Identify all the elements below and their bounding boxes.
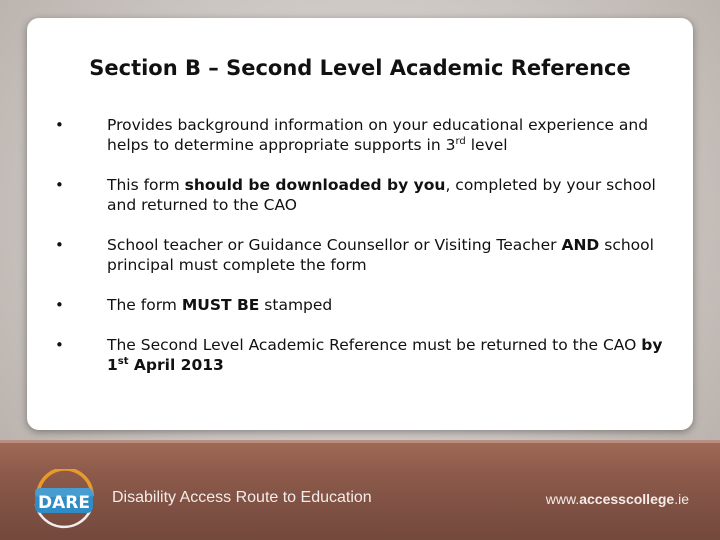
bullet-emphasis: AND [561,236,600,254]
bullet-dot: • [55,176,64,194]
bullet-dot: • [55,336,64,354]
superscript: rd [455,135,466,147]
url-suffix: .ie [674,491,689,507]
bullet-emphasis: April 2013 [128,356,224,374]
bullet-item [27,235,693,275]
bullet-list [27,115,693,395]
bullet-text: The Second Level Academic Reference must be returned to the CAO [107,336,642,354]
bullet-text: The form [107,296,182,314]
footer-url [546,491,689,507]
bullet-item [27,115,693,155]
bullet-text: level [465,136,508,154]
superscript: st [117,355,129,367]
footer-tagline: Disability Access Route to Education [112,489,372,506]
bullet-item [27,295,693,315]
bullet-dot: • [55,116,64,134]
bullet-text: Provides background information on your educational experience and helps to determine appropriate supports in 3 [107,116,649,154]
bullet-emphasis: by 1 [107,336,663,374]
url-prefix: www. [545,491,580,507]
bullet-text: , completed by your school and returned to the CAO [107,176,656,214]
bullet-text: school principal must complete the form [107,236,654,274]
bullet-emphasis: should be downloaded by you [184,176,446,194]
content-card [27,18,693,430]
footer-highlight [0,440,720,443]
url-domain: accesscollege [579,491,675,507]
bullet-dot: • [55,236,64,254]
footer-bar [0,440,720,540]
bullet-emphasis: MUST BE [181,296,260,314]
logo-text: DARE [38,493,90,513]
bullet-item [27,175,693,215]
slide-title: Section B – Second Level Academic Reference [89,56,631,80]
dare-logo [30,469,100,529]
bullet-text: This form [107,176,185,194]
bullet-dot: • [55,296,64,314]
bullet-text: stamped [259,296,333,314]
bullet-item [27,335,693,375]
bullet-text: School teacher or Guidance Counsellor or Visiting Teacher [107,236,562,254]
